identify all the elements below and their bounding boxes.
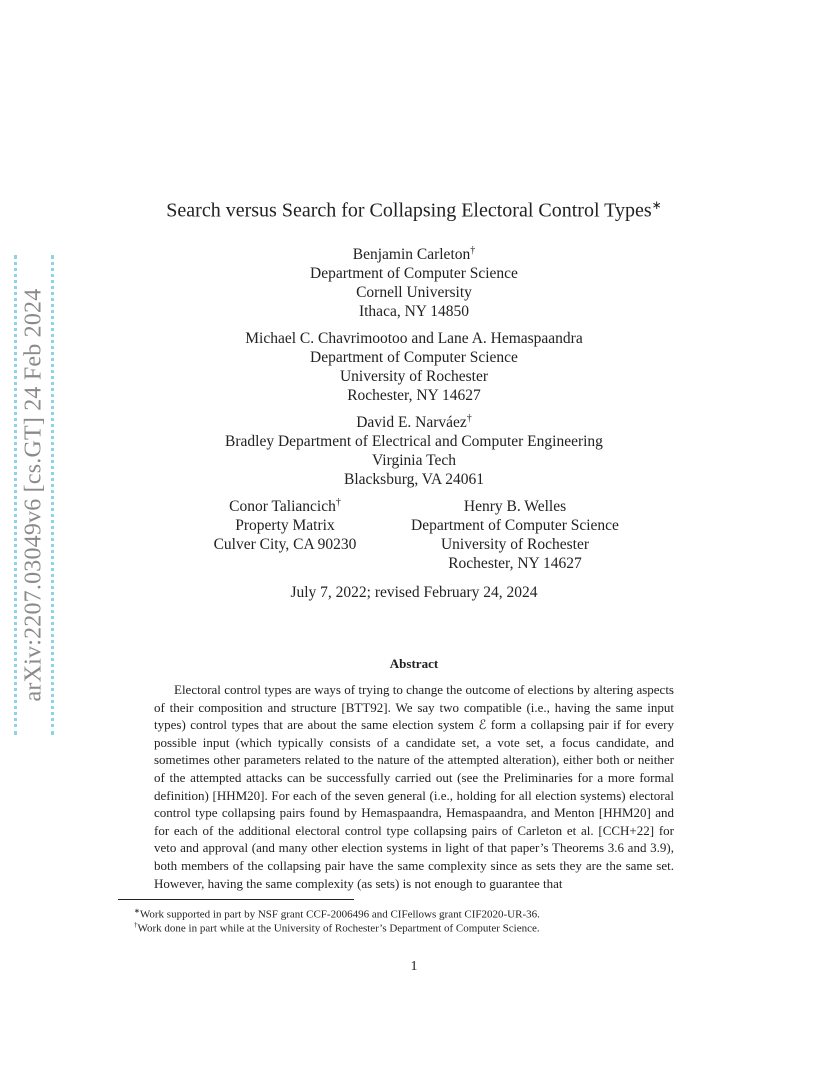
arxiv-id: arXiv:2207.03049v6 [cs.GT] 24 Feb 2024 (20, 288, 47, 702)
author-block-1 (0, 241, 828, 321)
title-footnote-mark: ∗ (651, 198, 662, 212)
footnote-2 (134, 918, 714, 936)
footnote-mark: † (134, 921, 138, 929)
author-affiliation: University of Rochester (339, 368, 489, 386)
author-affiliation: Ithaca, NY 14850 (358, 303, 470, 321)
author-name: Henry B. Welles (463, 498, 567, 516)
author-affiliation: Virginia Tech (372, 452, 456, 470)
author-name: Michael C. Chavrimootoo and Lane A. Hemaspaandra (245, 330, 583, 348)
author-mark: † (335, 497, 341, 508)
author-affiliation: Rochester, NY 14627 (448, 555, 582, 573)
page-number: 1 (410, 959, 418, 974)
footnote-text: Work supported in part by NSF grant CCF-2006496 and CIFellows grant CIF2020-UR-36. (139, 908, 540, 921)
author-affiliation: University of Rochester (440, 536, 590, 554)
author-block-4 (185, 493, 385, 554)
author-mark: † (466, 413, 472, 424)
author-affiliation: Culver City, CA 90230 (213, 536, 357, 554)
paper-date: July 7, 2022; revised February 24, 2024 (290, 584, 538, 601)
author-affiliation: Department of Computer Science (310, 265, 518, 283)
abstract-heading: Abstract (389, 656, 439, 671)
author-name: David E. Narváez (356, 414, 467, 432)
author-affiliation: Rochester, NY 14627 (347, 387, 481, 405)
abstract-body: Electoral control types are ways of trying to change the outcome of elections by altering aspects of their composition and structure [BTT92]. We say two compatible (i.e., having the same input types) control types that are about the same election system ℰ form a collapsing pair if for every possible input (which typically consists of a candidate set, a vote set, a focus candidate, and sometimes other parameters related to the nature of the attempted alteration), either both or neither of the attempted attacks can be successfully carried out (see the Preliminaries for a more formal definition) [HHM20]. For each of the seven general (i.e., holding for all election systems) electoral control type collapsing pairs found by Hemaspaandra, Hemaspaandra, and Menton [HHM20] and for each of the additional electoral control type collapsing pairs of Carleton et al. [CCH+22] for veto and approval (and many other election systems in light of that paper’s Theorems 3.6 and 3.9), both members of the collapsing pair have the same complexity since as sets they are the same set. However, having the same complexity (as sets) is not enough to guarantee that (154, 682, 674, 891)
footnote-mark: ∗ (134, 907, 140, 915)
paper-title-text: Search versus Search for Collapsing Electoral Control Types (166, 199, 652, 222)
author-mark: † (470, 245, 476, 256)
author-name: Conor Taliancich (229, 498, 336, 516)
author-name: Benjamin Carleton (352, 246, 471, 264)
author-block-2 (0, 325, 828, 405)
footnote-text: Work done in part while at the University of Rochester’s Department of Computer Science. (137, 922, 540, 935)
author-affiliation: Bradley Department of Electrical and Computer Engineering (225, 433, 603, 451)
author-affiliation: Department of Computer Science (310, 349, 518, 367)
footnote-rule (118, 899, 354, 900)
author-affiliation: Property Matrix (235, 517, 335, 535)
author-affiliation: Blacksburg, VA 24061 (344, 471, 484, 489)
author-block-5 (390, 493, 640, 573)
author-affiliation: Department of Computer Science (411, 517, 619, 535)
author-affiliation: Cornell University (356, 284, 472, 302)
paper-title (0, 198, 828, 223)
author-block-3 (0, 409, 828, 489)
